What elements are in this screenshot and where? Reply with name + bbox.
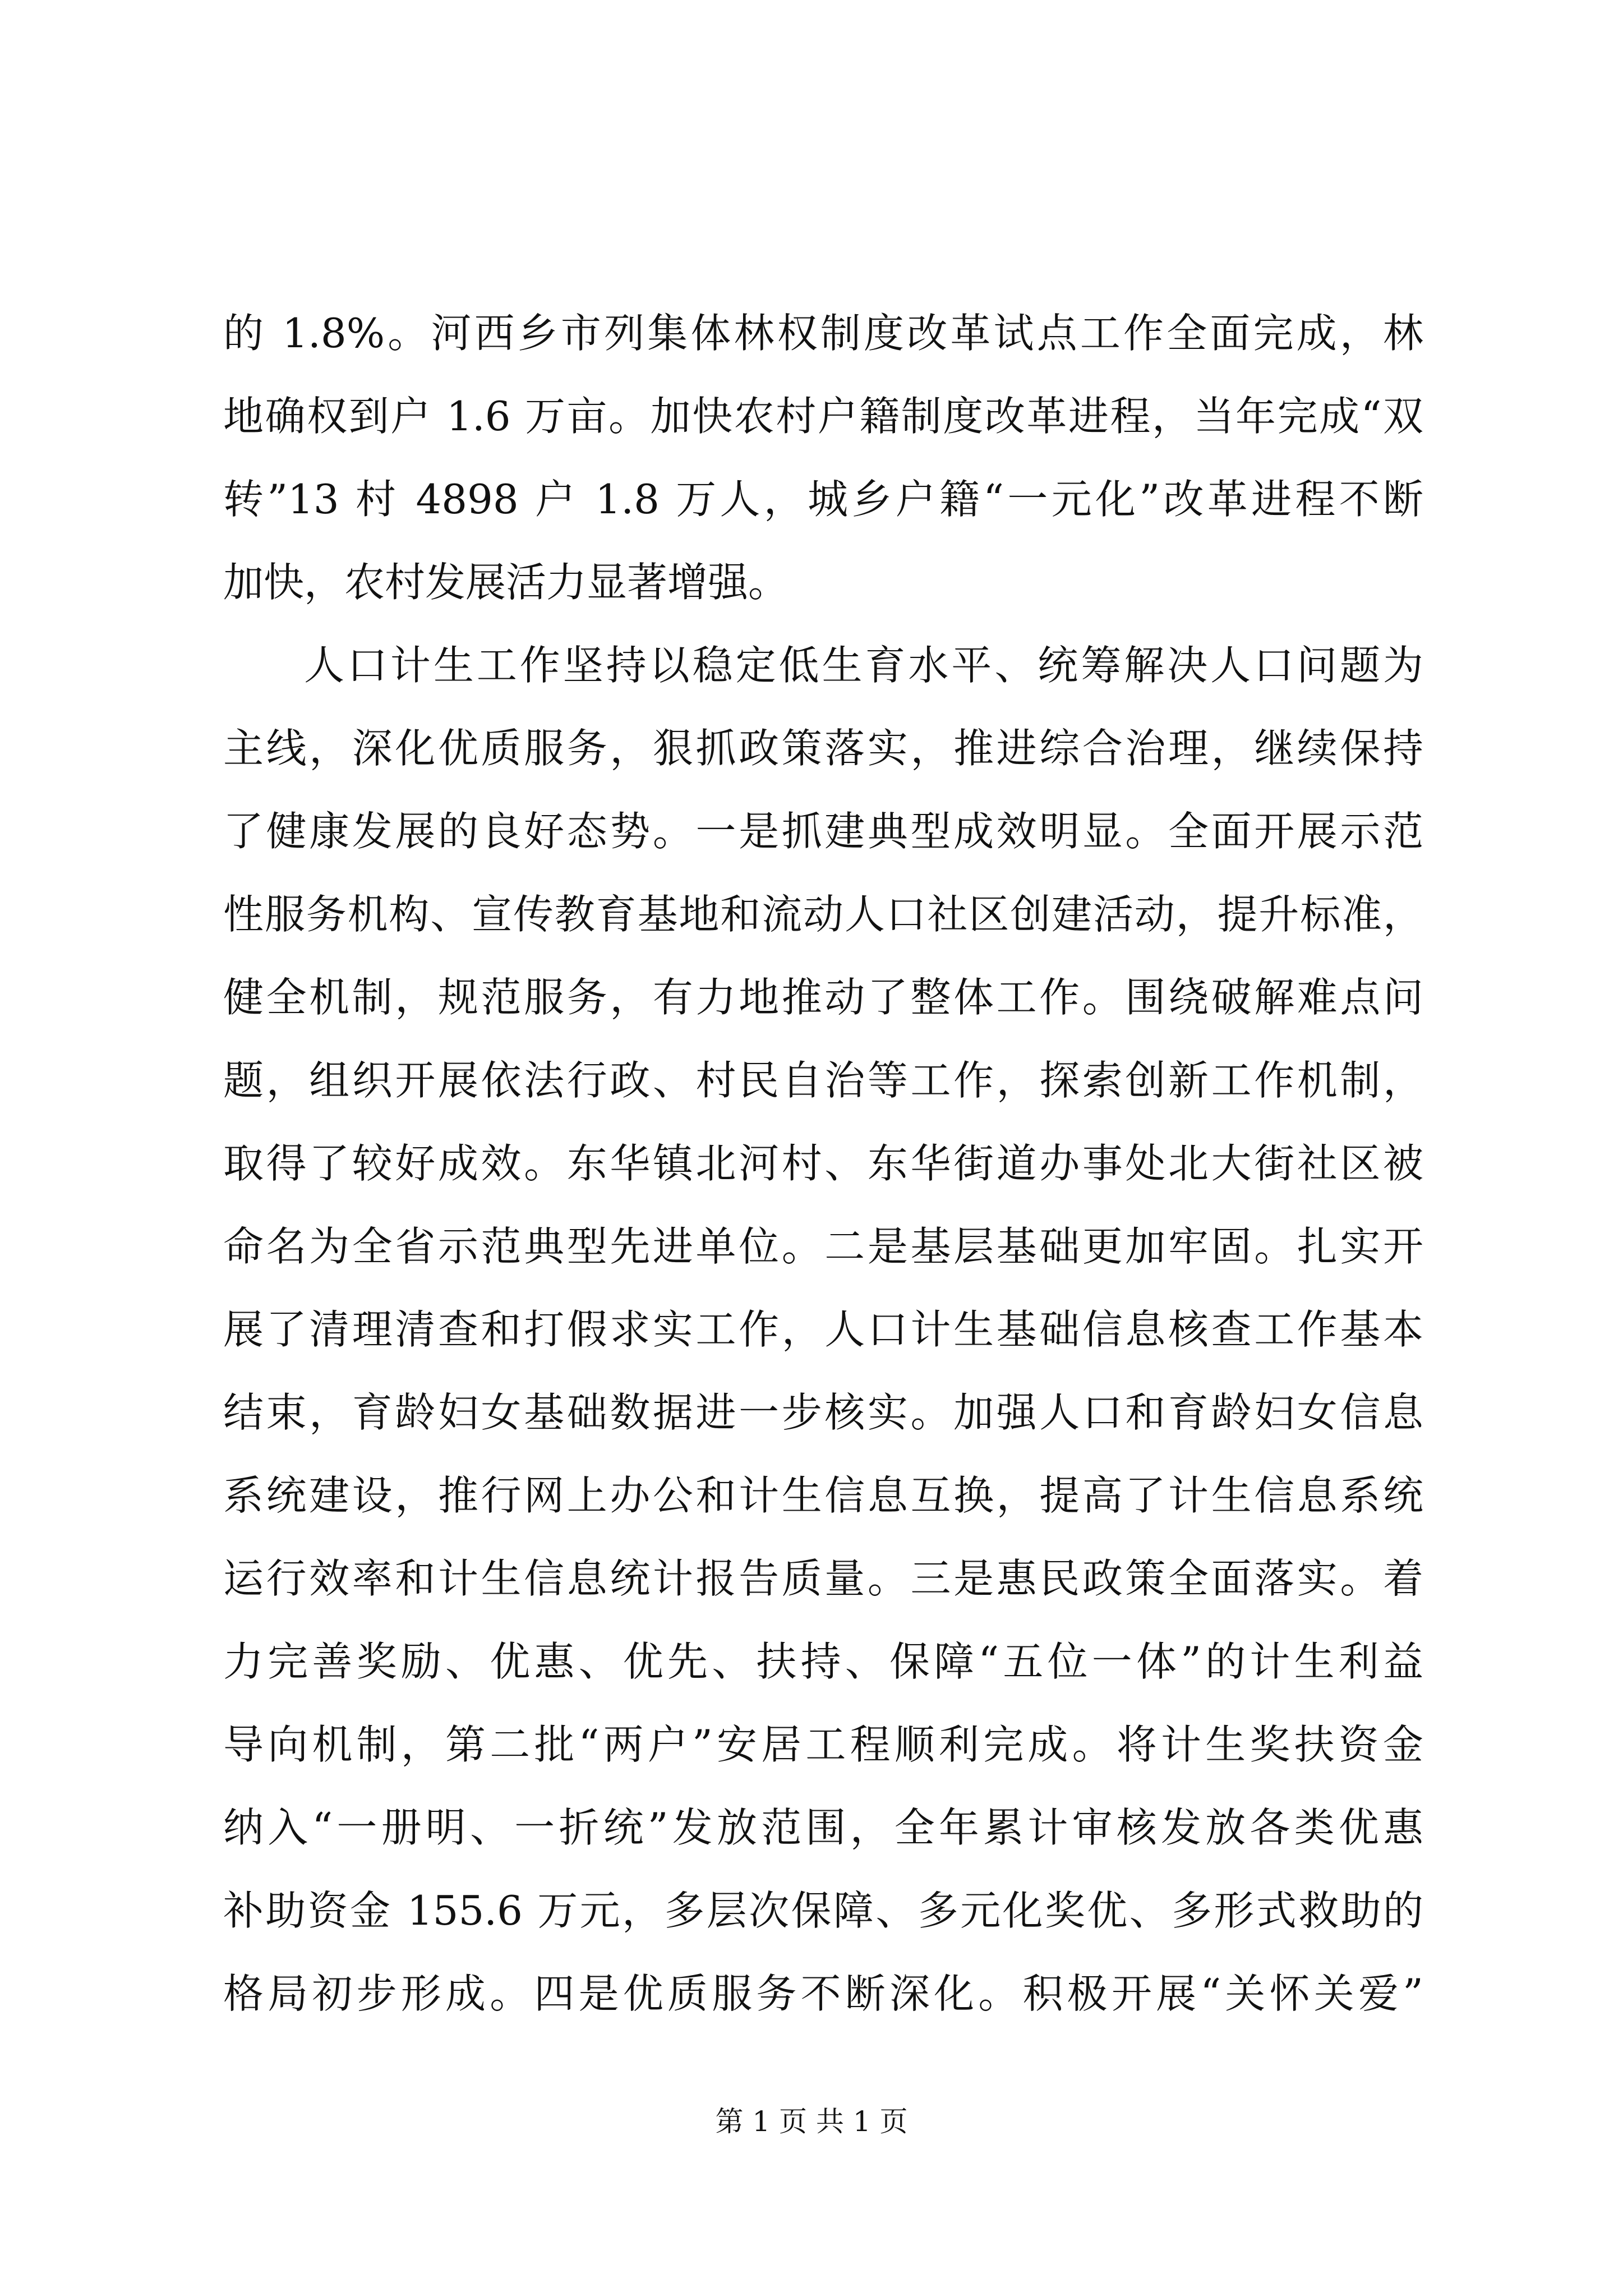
text-line: 转”13 村 4898 户 1.8 万人，城乡户籍“一元化”改革进程不断 <box>223 476 1423 523</box>
text-line: 题，组织开展依法行政、村民自治等工作，探索创新工作机制， <box>223 1057 1423 1104</box>
text-line: 人口计生工作坚持以稳定低生育水平、统筹解决人口问题为 <box>304 642 1423 689</box>
document-body <box>223 292 1423 2035</box>
page-footer <box>0 2099 1623 2139</box>
text-line: 运行效率和计生信息统计报告质量。三是惠民政策全面落实。着 <box>223 1555 1423 1602</box>
text-line: 性服务机构、宣传教育基地和流动人口社区创建活动，提升标准， <box>223 891 1423 938</box>
page-number-label: 第 1 页 共 1 页 <box>715 2105 908 2138</box>
text-line: 系统建设，推行网上办公和计生信息互换，提高了计生信息系统 <box>223 1472 1423 1519</box>
text-line: 命名为全省示范典型先进单位。二是基层基础更加牢固。扎实开 <box>223 1223 1423 1270</box>
text-line: 取得了较好成效。东华镇北河村、东华街道办事处北大街社区被 <box>223 1140 1423 1187</box>
text-line: 加快，农村发展活力显著增强。 <box>223 559 789 606</box>
text-line: 地确权到户 1.6 万亩。加快农村户籍制度改革进程，当年完成“双 <box>223 393 1423 440</box>
paragraph <box>223 292 1423 624</box>
text-line: 了健康发展的良好态势。一是抓建典型成效明显。全面开展示范 <box>223 808 1423 855</box>
text-line: 展了清理清查和打假求实工作，人口计生基础信息核查工作基本 <box>223 1306 1423 1353</box>
text-line: 格局初步形成。四是优质服务不断深化。积极开展“关怀关爱” <box>223 1970 1423 2017</box>
paragraph <box>223 624 1423 2035</box>
text-line: 主线，深化优质服务，狠抓政策落实，推进综合治理，继续保持 <box>223 725 1423 772</box>
text-line: 的 1.8%。河西乡市列集体林权制度改革试点工作全面完成，林 <box>223 310 1423 357</box>
text-line: 结束，育龄妇女基础数据进一步核实。加强人口和育龄妇女信息 <box>223 1389 1423 1436</box>
text-line: 纳入“一册明、一折统”发放范围，全年累计审核发放各类优惠 <box>223 1804 1423 1851</box>
text-line: 导向机制，第二批“两户”安居工程顺利完成。将计生奖扶资金 <box>223 1721 1423 1768</box>
text-line: 补助资金 155.6 万元，多层次保障、多元化奖优、多形式救助的 <box>223 1887 1423 1934</box>
text-line: 力完善奖励、优惠、优先、扶持、保障“五位一体”的计生利益 <box>223 1638 1423 1685</box>
text-line: 健全机制，规范服务，有力地推动了整体工作。围绕破解难点问 <box>223 974 1423 1021</box>
